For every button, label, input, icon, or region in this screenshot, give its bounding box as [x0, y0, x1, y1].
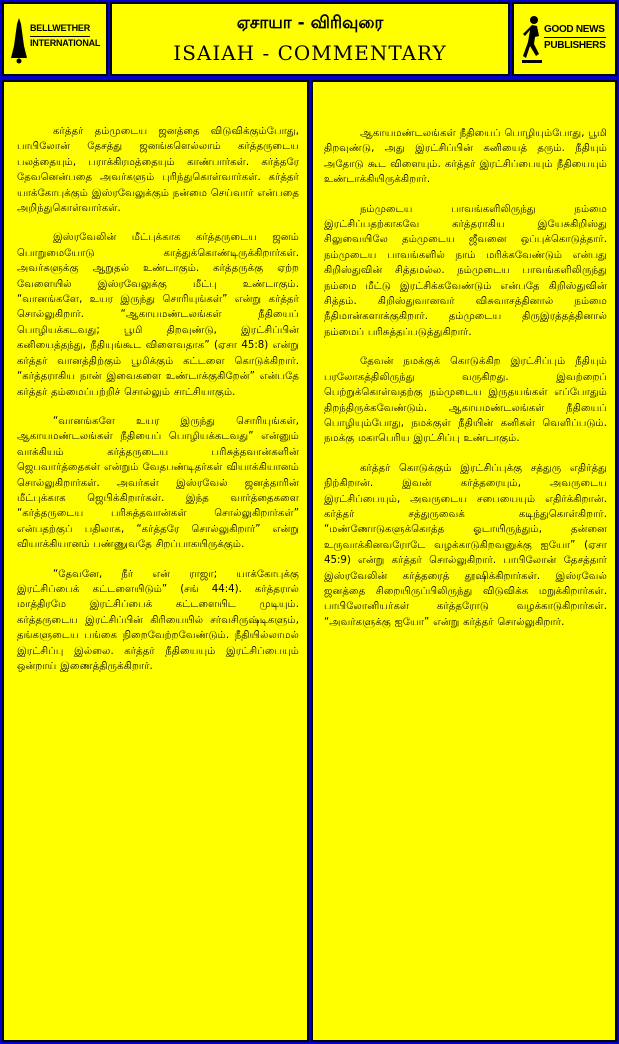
bellwether-logo-line2: INTERNATIONAL: [30, 37, 101, 48]
page-header: [0, 0, 619, 78]
bellwether-logo-text: [30, 24, 100, 49]
left-paragraph-3: “வானங்களே உயர இருந்து சொரியுங்கள், ஆகாயமண்டலங்கள் நீதியைப் பொழியக்கடவது” என்னும் வாக்கியம் கர்த்தருடைய பரிசுத்தவான்களின் ஜெபவார்த்தைகள் என்றும் வேதபண்டிதர்கள் வியாக்கியானம் சொல்லுகிறார்கள். அவர்கள் இஸ்ரவேல் ஜனத்தாரின் மீட்புக்காக ஜெபிக்கிறார்கள். இந்த வார்த்தைகளை “கர்த்தருடைய பரிசுத்தவான்கள் சொல்லுகிறார்கள்” என்பதற்குப் பதிலாக, “கர்த்தரே சொல்லுகிறார்” என்று வியாக்கியானம் பண்ணுவதே சிறப்பாகயிருக்கும்.: [17, 415, 299, 551]
good-news-logo-line2: PUBLISHERS: [544, 40, 606, 51]
right-paragraph-4: கர்த்தர் கொடுக்கும் இரட்சிப்புக்கு சத்துரு எதிர்த்து நிற்கிறான். இவன் கர்த்தரையும், அவருடைய இரட்சிப்பையும், அவருடைய சபையையும் எதிர்க்கிறான். கர்த்தர் சத்துருவைக் கடிந்துகொள்கிறார். “மண்ணோடுகளுக்கொத்த ஓடாயிருந்தும், தன்னை உருவாக்கினவரோடே வழக்காடுகிறவனுக்கு ஐயோ” (ஏசா 45:9) என்று கர்த்தர் சொல்லுகிறார். பாபிலோன் தேசத்தார் இஸ்ரவேலின் கர்த்தரைத் தூஷிக்கிறார்கள். இஸ்ரவேல் ஜனத்தை சிறையிருப்பிலிருந்து விடுவிக்க மறுக்கிறார்கள். பாபிலோனியர்கள் கர்த்தரோடு வழக்காடுகிறார்கள். “அவர்களுக்கு ஐயோ” என்று கர்த்தர் சொல்லுகிறார்.: [324, 462, 607, 628]
bell-icon: [10, 16, 28, 64]
right-paragraph-2: நம்முடைய பாவங்களிலிருந்து நம்மை இரட்சிப்பதற்காகவே கர்த்தராகிய இயேசுகிறிஸ்து சிலுவையிலே தம்முடைய ஜீவனை ஒப்புக்கொடுத்தார். நம்முடைய பாவங்களில் நாம் மரிக்கவேண்டும் என்பது கிறிஸ்துவின் சித்தமல்ல. நம்முடைய பாவங்களிலிருந்து நம்மை மீட்டு இரட்சிக்கவேண்டும் என்பதே கிறிஸ்துவின் சித்தம். கிறிஸ்துவானவர் விசுவாசத்தினால் நம்மை நீதிமான்களாக்குகிறார். தம்முடைய திருஇரத்தத்தினால் நம்மைப் பரிசுத்தப்படுத்துகிறார்.: [324, 203, 607, 338]
right-paragraph-3: தேவன் நமக்குக் கொடுக்கிற இரட்சிப்பும் நீதியும் பரலோகத்திலிருந்து வருகிறது. இவற்றைப் பெற்றுக்கொள்வதற்கு நம்முடைய இருதயங்கள் எப்போதும் திறந்திருக்கவேண்டும். ஆகாயமண்டலங்கள் நீதியைப் பொழியும்போது, நமக்குள் நீதியின் கனிகள் வெளிப்படும். நமக்கு மகாபெரிய இரட்சிப்பு உண்டாகும்.: [324, 356, 607, 445]
good-news-logo-text: [544, 24, 606, 51]
right-paragraph-1: ஆகாயமண்டலங்கள் நீதியைப் பொழியும்போது, பூமி திறவுண்டு, அது இரட்சிப்பின் கனியைத் தரும். நீதியும் அதோடு கூட விளையும். கர்த்தர் இரட்சிப்பையும் நீதியையும் உண்டாக்கியிருக்கிறார்.: [324, 128, 607, 186]
left-paragraph-1: கர்த்தர் தம்முடைய ஜனத்தை விடுவிக்கும்போது, பாபிலோன் தேசத்து ஜனங்களெல்லாம் கர்த்தருடைய பலத்தையும், பராக்கிரமத்தையும் காண்பார்கள். கர்த்தரே தேவனென்பதை அவர்களும் புரிந்துகொள்வார்கள். கர்த்தர் யாக்கோபுக்கும் இஸ்ரவேலுக்கும் நன்மை செய்வார் என்பதை அறிந்துகொள்வார்கள்.: [17, 126, 299, 215]
title-banner: [110, 2, 510, 76]
left-paragraph-2: இஸ்ரவேலின் மீட்புக்காக கர்த்தருடைய ஜனம் பொறுமையோடு காத்துக்கொண்டிருக்கிறார்கள். அவர்களுக்கு ஆறுதல் உண்டாகும். கர்த்தருக்கு ஏற்ற வேளையில் இஸ்ரவேலுக்கு மீட்பு உண்டாகும். “வானங்களே, உயர இருந்து சொரியுங்கள்” என்று கர்த்தர் சொல்லுகிறார். “ஆகாயமண்டலங்கள் நீதியைப் பொழியக்கடவது; பூமி திறவுண்டு, இரட்சிப்பின் கனியைத்தந்து, நீதியுங்கூட விளைவதாக” (ஏசா 45:8) என்று கர்த்தர் வானத்திற்கும் பூமிக்கும் கட்டளை கொடுக்கிறார். “கர்த்தராகிய நான் இவைகளை உண்டாக்குகிறேன்” என்பதே கர்த்தர் தம்மைப்பற்றிச் சொல்லும் சாட்சியாகும்.: [17, 232, 299, 398]
page-title-tamil: ஏசாயா - விரிவுரை: [236, 13, 384, 33]
runner-icon: [522, 14, 542, 66]
good-news-logo-line1: GOOD NEWS: [544, 24, 605, 35]
right-column: [311, 80, 617, 1042]
left-paragraph-4: “தேவனே, நீர் என் ராஜா; யாக்கோபுக்கு இரட்சிப்பைக் கட்டளையிடும்” (சங் 44:4). கர்த்தரால் மாத்திரமே இரட்சிப்பைக் கட்டளையிட முடியும். கர்த்தருடைய இரட்சிப்பின் கிரியையில் சர்வசிருஷ்டிகளும், தங்களுடைய பங்கை நிறைவேற்றவேண்டும். நீதியில்லாமல் இரட்சிப்பு இல்லை. கர்த்தர் நீதியையும் இரட்சிப்பையும் ஒன்றாய் இணைத்திருக்கிறார்.: [17, 568, 299, 672]
good-news-logo: [512, 2, 617, 76]
page-title-english: ISAIAH - COMMENTARY: [173, 41, 447, 65]
bellwether-logo-line1: BELLWETHER: [30, 23, 90, 33]
left-column: [2, 80, 309, 1042]
bellwether-logo: [2, 2, 108, 76]
